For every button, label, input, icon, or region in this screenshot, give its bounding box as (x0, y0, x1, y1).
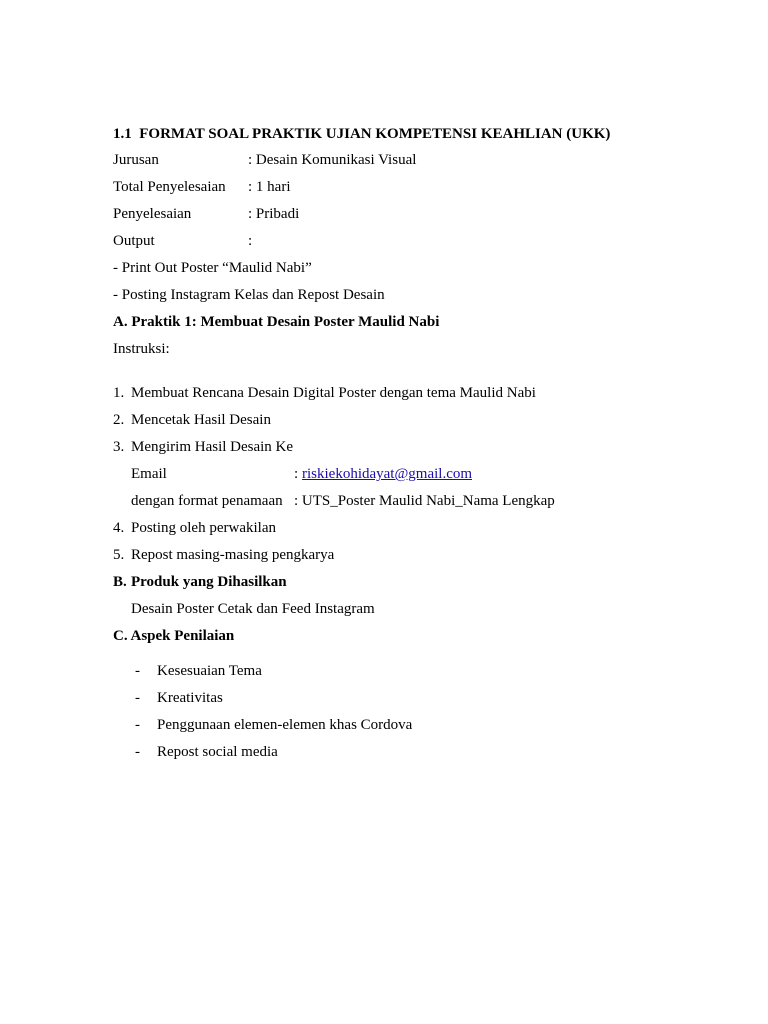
step-text: Mengirim Hasil Desain Ke (131, 439, 294, 455)
info-value-penyelesaian: : Pribadi (248, 206, 300, 222)
email-colon: : (294, 466, 299, 482)
output-item: - Posting Instagram Kelas dan Repost Desain (113, 287, 385, 303)
email-link[interactable]: riskiekohidayat@gmail.com (302, 466, 473, 482)
step-text: Repost masing-masing pengkarya (131, 547, 335, 563)
info-label-output: Output (113, 233, 155, 249)
section-b-title: Produk yang Dihasilkan (131, 574, 287, 590)
section-heading (113, 125, 610, 143)
format-label: dengan format penamaan (131, 493, 283, 509)
output-item: - Print Out Poster “Maulid Nabi” (113, 260, 312, 276)
email-label: Email (131, 466, 167, 482)
section-b-number: B. (113, 574, 127, 590)
bullet-dash: - (135, 717, 140, 733)
section-b-body: Desain Poster Cetak dan Feed Instagram (131, 601, 375, 617)
step-number: 3. (113, 439, 125, 455)
step-text: Mencetak Hasil Desain (131, 412, 271, 428)
criteria-item: Penggunaan elemen-elemen khas Cordova (157, 717, 413, 733)
info-value-total: : 1 hari (248, 179, 291, 195)
info-label-jurusan: Jurusan (113, 152, 159, 168)
format-value: : UTS_Poster Maulid Nabi_Nama Lengkap (294, 493, 555, 509)
criteria-item: Kesesuaian Tema (157, 663, 262, 679)
step-number: 5. (113, 547, 125, 563)
instruction-label: Instruksi: (113, 341, 170, 357)
bullet-dash: - (135, 690, 140, 706)
bullet-dash: - (135, 744, 140, 760)
step-text: Membuat Rencana Desain Digital Poster dengan tema Maulid Nabi (131, 385, 536, 401)
section-c-title: C. Aspek Penilaian (113, 628, 235, 644)
step-number: 2. (113, 412, 125, 428)
info-value-jurusan: : Desain Komunikasi Visual (248, 152, 417, 168)
section-a-title: A. Praktik 1: Membuat Desain Poster Maulid Nabi (113, 314, 440, 330)
criteria-item: Kreativitas (157, 690, 223, 706)
criteria-item: Repost social media (157, 744, 278, 760)
heading-title: FORMAT SOAL PRAKTIK UJIAN KOMPETENSI KEAHLIAN (UKK) (139, 126, 611, 142)
info-value-output: : (248, 233, 253, 249)
bullet-dash: - (135, 663, 140, 679)
step-text: Posting oleh perwakilan (131, 520, 276, 536)
step-number: 1. (113, 385, 125, 401)
heading-number: 1.1 (113, 126, 132, 142)
info-label-penyelesaian: Penyelesaian (113, 206, 192, 222)
step-number: 4. (113, 520, 125, 536)
info-label-total: Total Penyelesaian (113, 179, 226, 195)
